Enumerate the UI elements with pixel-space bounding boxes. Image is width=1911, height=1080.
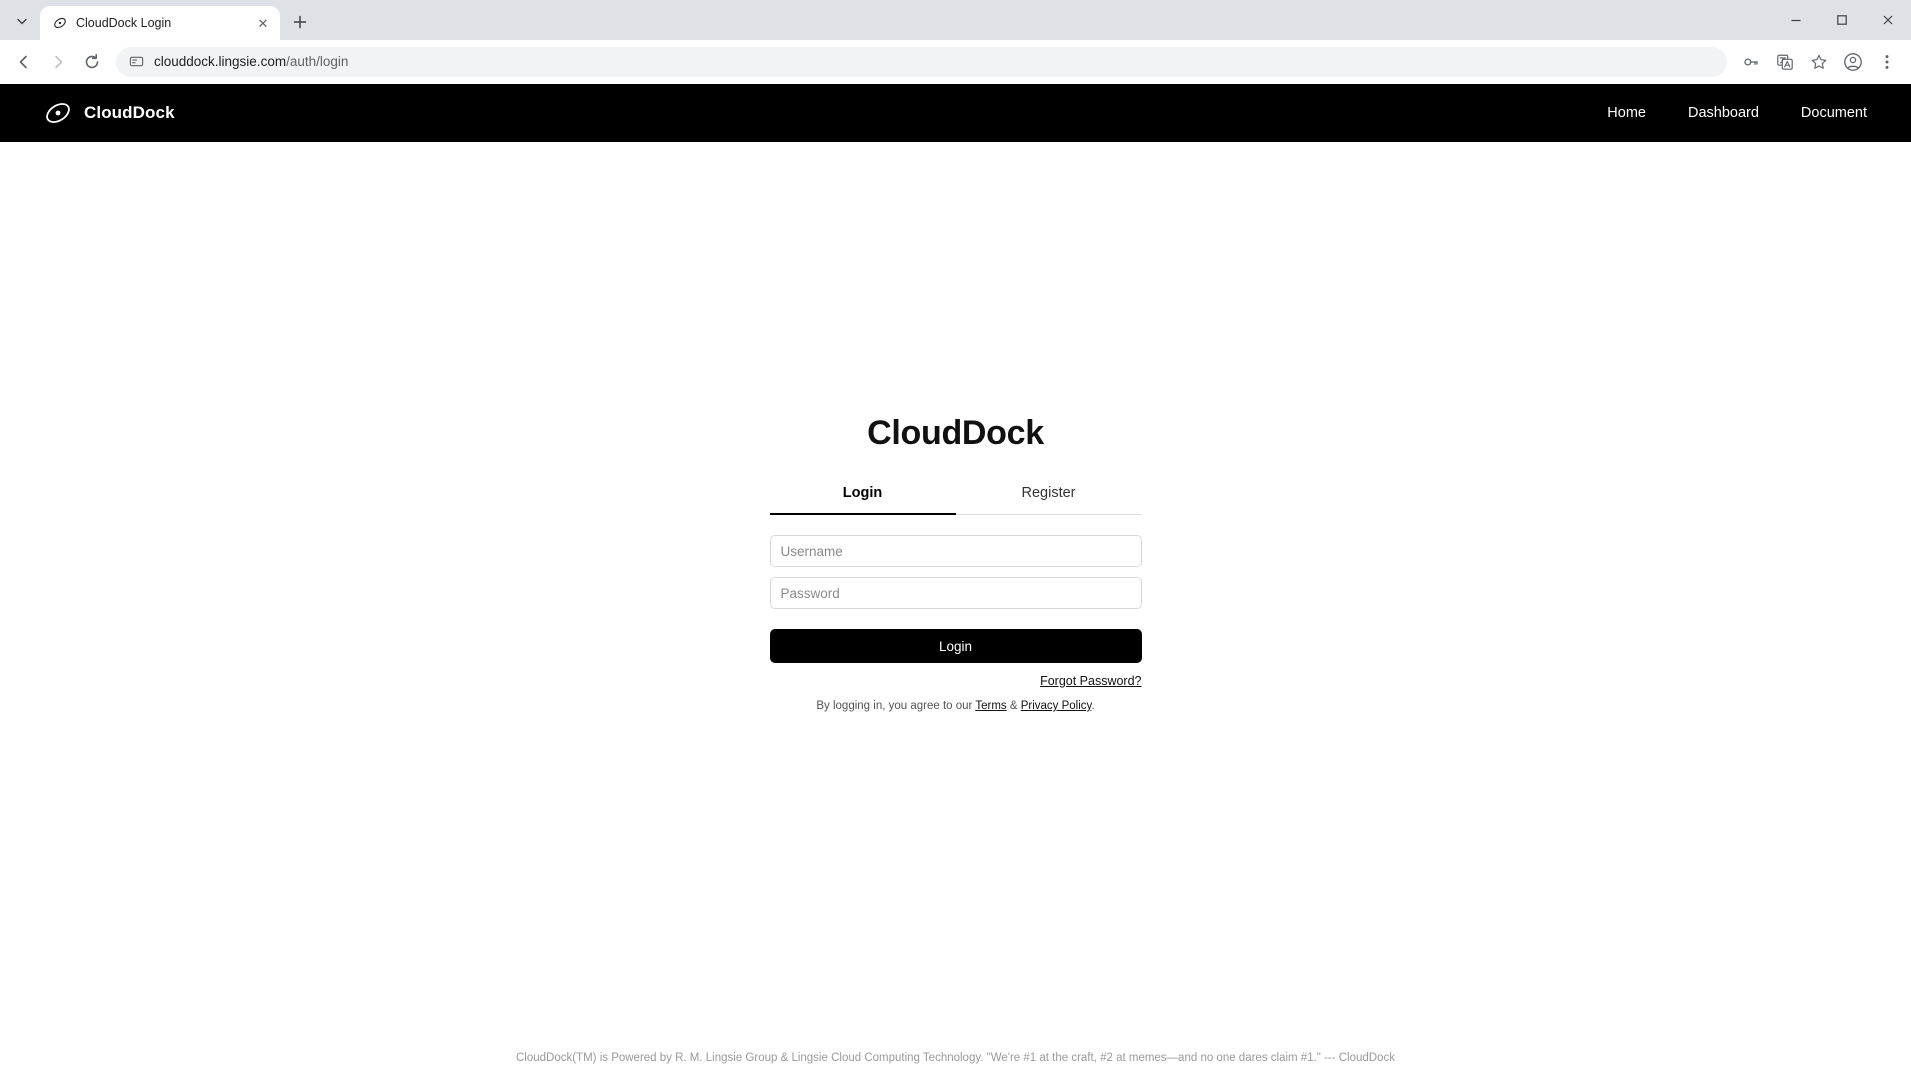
brand[interactable] <box>44 99 175 127</box>
tab-register[interactable]: Register <box>1021 485 1076 501</box>
window-close-icon[interactable] <box>1865 0 1911 40</box>
terms-link[interactable]: Terms <box>975 700 1007 712</box>
bookmark-star-icon[interactable] <box>1803 46 1835 78</box>
site-nav <box>1607 105 1867 121</box>
nav-item-document[interactable]: Document <box>1800 105 1867 121</box>
legal-separator: & <box>1006 700 1021 712</box>
address-bar[interactable] <box>116 47 1727 77</box>
reload-icon[interactable] <box>76 46 108 78</box>
page-viewport <box>0 84 1911 1080</box>
browser-tab[interactable] <box>40 6 280 40</box>
password-input[interactable] <box>770 577 1142 609</box>
login-button[interactable]: Login <box>770 629 1142 663</box>
nav-item-dashboard[interactable]: Dashboard <box>1687 105 1759 121</box>
close-icon[interactable]: ✕ <box>257 15 269 31</box>
tab-login[interactable]: Login <box>770 475 956 515</box>
url-host: clouddock.lingsie.com <box>154 54 287 69</box>
browser-toolbar <box>0 40 1911 84</box>
legal-suffix: . <box>1091 700 1095 712</box>
chrome-menu-icon[interactable] <box>1871 46 1903 78</box>
page-content <box>0 142 1911 1080</box>
clouddock-icon <box>52 15 68 31</box>
maximize-icon[interactable] <box>1819 0 1865 40</box>
privacy-policy-link[interactable]: Privacy Policy <box>1020 700 1092 712</box>
auth-card <box>770 414 1142 712</box>
profile-avatar-icon[interactable] <box>1837 46 1869 78</box>
toolbar-icon-group <box>1735 46 1903 78</box>
new-tab-button[interactable] <box>286 8 314 36</box>
tab-search-icon[interactable] <box>8 7 36 35</box>
tab-title: CloudDock Login <box>76 16 172 30</box>
tab-strip <box>0 0 1911 40</box>
clouddock-swirl-icon <box>44 99 72 127</box>
legal-prefix: By logging in, you agree to our <box>816 700 976 712</box>
forgot-password-link[interactable]: Forgot Password? <box>1040 674 1142 688</box>
translate-icon[interactable] <box>1769 46 1801 78</box>
nav-item-home[interactable]: Home <box>1607 105 1646 121</box>
legal-text <box>770 700 1142 712</box>
site-header <box>0 84 1911 142</box>
auth-tabs <box>770 475 1142 515</box>
site-info-icon[interactable] <box>128 54 144 70</box>
url-path: /auth/login <box>286 54 349 69</box>
page-footer: CloudDock(TM) is Powered by R. M. Lingsie Group & Lingsie Cloud Computing Technology. "We're #1 at the craft, #2 at memes—and no one dares claim #1." --- CloudDock <box>515 1052 1395 1064</box>
forward-icon[interactable] <box>42 46 74 78</box>
forgot-password-row <box>770 674 1142 688</box>
brand-name: CloudDock <box>84 103 175 122</box>
url-text <box>154 54 348 69</box>
username-input[interactable] <box>770 535 1142 567</box>
back-icon[interactable] <box>8 46 40 78</box>
minimize-icon[interactable] <box>1773 0 1819 40</box>
window-controls <box>1773 0 1911 40</box>
password-manager-icon[interactable] <box>1735 46 1767 78</box>
page-title: CloudDock <box>867 414 1044 452</box>
